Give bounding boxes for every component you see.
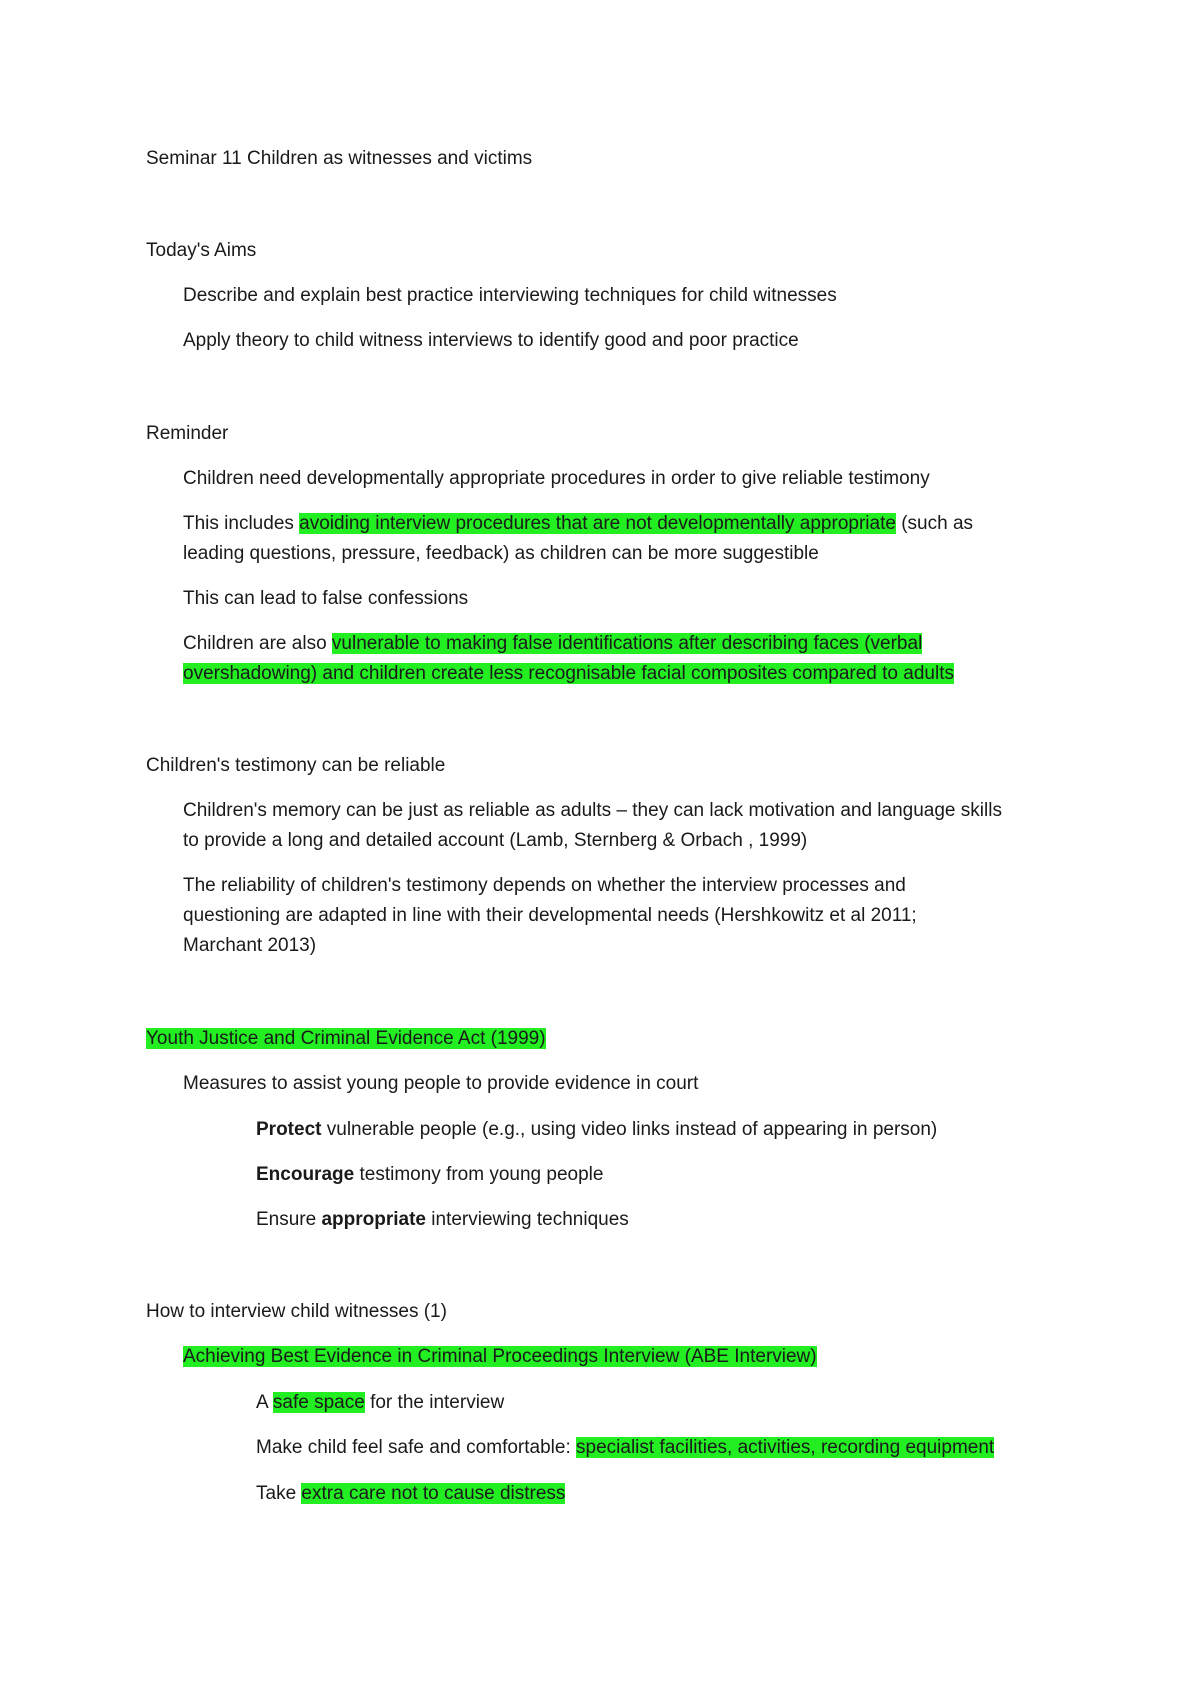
reliable-paragraph: Children's memory can be just as reliable as adults – they can lack motivation and language skills — [183, 800, 1002, 821]
reminder-paragraph: This can lead to false confessions — [183, 588, 469, 609]
yjcea-measure: Ensure appropriate interviewing techniques — [256, 1209, 629, 1230]
aims-heading: Today's Aims — [146, 240, 257, 261]
interview-heading: How to interview child witnesses (1) — [146, 1301, 447, 1322]
yjcea-measure: Encourage testimony from young people — [256, 1164, 604, 1185]
reminder-paragraph: Children are also vulnerable to making false identifications after describing faces (verbal — [183, 633, 923, 654]
reminder-paragraph-cont — [183, 660, 954, 688]
reminder-paragraph: This includes avoiding interview procedures that are not developmentally appropriate (such as — [183, 513, 974, 534]
yjcea-measure: Protect vulnerable people (e.g., using video links instead of appearing in person) — [256, 1119, 938, 1140]
highlighted-text: vulnerable to making false identifications after describing faces (verbal — [331, 633, 923, 654]
reminder-paragraph-cont: leading questions, pressure, feedback) as children can be more suggestible — [183, 543, 819, 564]
reliable-paragraph: The reliability of children's testimony depends on whether the interview processes and — [183, 875, 906, 896]
highlighted-text: specialist facilities, activities, recording equipment — [576, 1437, 995, 1458]
highlighted-text: extra care not to cause distress — [301, 1483, 566, 1504]
highlighted-text: Achieving Best Evidence in Criminal Proceedings Interview (ABE Interview) — [183, 1346, 817, 1367]
aims-item: Apply theory to child witness interviews to identify good and poor practice — [183, 330, 799, 351]
highlighted-text: avoiding interview procedures that are not developmentally appropriate — [299, 513, 896, 534]
highlighted-text: Youth Justice and Criminal Evidence Act (1999) — [146, 1028, 546, 1049]
yjcea-intro: Measures to assist young people to provide evidence in court — [183, 1073, 699, 1094]
reliable-paragraph-cont: to provide a long and detailed account (Lamb, Sternberg & Orbach , 1999) — [183, 830, 808, 851]
yjcea-heading — [146, 1025, 546, 1053]
reminder-paragraph: Children need developmentally appropriate procedures in order to give reliable testimony — [183, 468, 930, 489]
reliable-paragraph-cont: questioning are adapted in line with their developmental needs (Hershkowitz et al 2011; — [183, 905, 917, 926]
abe-item: Take extra care not to cause distress — [256, 1483, 566, 1504]
reliable-paragraph-cont: Marchant 2013) — [183, 935, 317, 956]
abe-item: A safe space for the interview — [256, 1392, 505, 1413]
aims-item: Describe and explain best practice interviewing techniques for child witnesses — [183, 285, 837, 306]
abe-item: Make child feel safe and comfortable: specialist facilities, activities, recording equipment — [256, 1437, 995, 1458]
abe-heading — [183, 1343, 817, 1371]
page-title: Seminar 11 Children as witnesses and victims — [146, 148, 533, 169]
reliable-heading: Children's testimony can be reliable — [146, 755, 446, 776]
highlighted-text: overshadowing) and children create less recognisable facial composites compared to adults — [183, 663, 954, 684]
reminder-heading: Reminder — [146, 423, 229, 444]
highlighted-text: safe space — [272, 1392, 365, 1413]
